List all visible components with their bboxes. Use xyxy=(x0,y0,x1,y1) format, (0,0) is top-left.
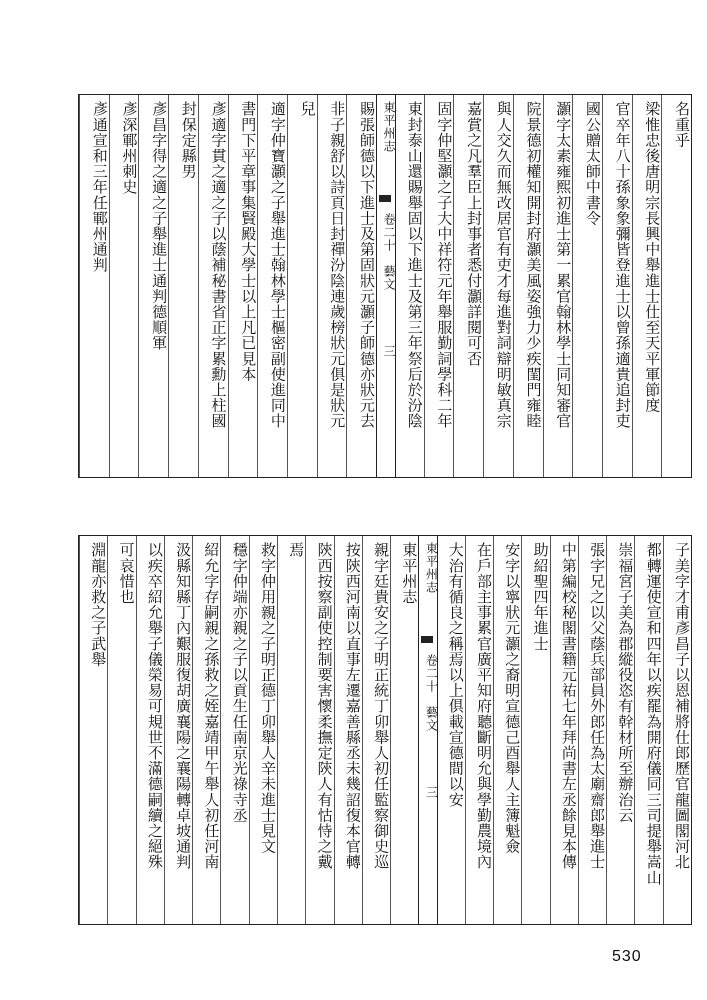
fishtail-mark xyxy=(421,636,433,646)
text-column: 救字仲用親之子明正德丁卯舉人辛未進士見文 xyxy=(258,542,277,854)
text-column: 名重乎 xyxy=(672,101,691,148)
text-column: 東封泰山還賜舉固以下進士及第三年祭后於汾陰 xyxy=(405,101,424,429)
column-rule xyxy=(79,536,80,924)
text-column: 以疾卒紹允舉子儀榮易可規世不滿德嗣續之絕殊 xyxy=(145,542,164,870)
text-column: 按陝西河南以直事左遷嘉善縣丞未幾詔復本官轉 xyxy=(343,542,362,870)
text-column: 親字廷貴安之子明正統丁卯舉人初任監察御史巡 xyxy=(372,542,391,870)
text-column: 汲縣知縣丁內艱服復胡廣襄陽之襄陽轉卓坡通判 xyxy=(174,542,193,870)
column-rule xyxy=(606,536,607,924)
text-column: 院景德初權知開封府灝美風姿強力少疾閨門雍睦 xyxy=(524,101,543,429)
text-column: 嘉賞之凡羣臣上封事者悉付灝詳閱可否 xyxy=(465,101,484,367)
column-rule xyxy=(334,536,335,924)
text-column: 官卒年八十孫象象彌皆登進士以曾孫適貴追封吏 xyxy=(613,101,632,429)
column-rule xyxy=(317,95,318,477)
column-rule xyxy=(136,536,137,924)
text-column: 張字兄之以父蔭兵部員外郎任為太廟齋郎舉進士 xyxy=(588,542,607,870)
text-column: 陝西按察副使控制要害懷柔撫定陝人有怙恃之戴 xyxy=(315,542,334,870)
text-column: 封保定縣男 xyxy=(179,101,198,179)
text-column: 梁惟忠後唐明宗長興中舉進士仕至天平軍節度 xyxy=(643,101,662,413)
column-rule xyxy=(249,536,250,924)
text-column: 彥通宣和三年任鄆州通判 xyxy=(90,101,109,273)
text-column: 紹允字存嗣親之孫救之姪嘉靖甲午舉人初任河南 xyxy=(202,542,221,870)
text-column: 適字仲寶灝之子舉進士翰林學士樞密副使進同中 xyxy=(268,101,287,429)
margin-leaf: 三 xyxy=(382,345,396,358)
text-column: 書門下平章事集賢殿大學士以上凡已見本 xyxy=(239,101,258,382)
text-column: 與人交久而無改居官有吏才每進對詞辯明敏真宗 xyxy=(494,101,513,429)
column-rule xyxy=(257,95,258,477)
text-column: 彥深鄆州刺史 xyxy=(120,101,139,195)
text-column: 東平州志 xyxy=(400,542,419,605)
column-rule xyxy=(168,95,169,477)
margin-title: 東平州志 xyxy=(382,101,396,153)
column-rule xyxy=(572,95,573,477)
text-column: 穩字仲端亦親之子以貢生任南京光祿寺丞 xyxy=(230,542,249,823)
column-rule xyxy=(493,536,494,924)
fold-margin xyxy=(418,536,438,924)
text-column: 助紹聖四年進士 xyxy=(531,542,550,652)
text-column: 崇福宮子美為郡縱役恣有幹材所至辦治云 xyxy=(616,542,635,823)
fishtail-mark xyxy=(379,195,391,205)
text-column: 彥適字貫之適之子以蔭補秘書省正字累勳上柱國 xyxy=(209,101,228,429)
lower-text-block xyxy=(78,535,692,925)
column-rule xyxy=(424,95,425,477)
column-rule xyxy=(550,536,551,924)
text-column: 彥昌字得之適之子舉進士通判德順軍 xyxy=(150,101,169,351)
margin-section: 藝文 xyxy=(382,265,396,291)
text-column: 兒 xyxy=(298,101,317,117)
column-rule xyxy=(483,95,484,477)
text-column: 大治有循良之稱焉以上俱載宣德間以安 xyxy=(446,542,465,808)
column-rule xyxy=(521,536,522,924)
column-rule xyxy=(663,536,664,924)
column-rule xyxy=(305,536,306,924)
column-rule xyxy=(109,95,110,477)
column-rule xyxy=(661,95,662,477)
text-column: 焉 xyxy=(287,542,306,558)
text-column: 灝字太素雍熙初進士第一累官翰林學士同知審官 xyxy=(554,101,573,429)
page-number: 530 xyxy=(612,948,642,965)
column-rule xyxy=(362,536,363,924)
text-column: 子美字才甫彥昌子以恩補將仕郎歷官龍圖閣河北 xyxy=(672,542,691,870)
margin-leaf: 三 xyxy=(424,786,439,799)
text-column: 賜張師德以下進士及第固狀元灝子師德亦狀元去 xyxy=(357,101,376,429)
text-column: 中第編校秘閣書籍元祐七年拜尚書左丞餘見本傳 xyxy=(559,542,578,870)
fold-margin xyxy=(376,95,396,477)
column-rule xyxy=(513,95,514,477)
margin-section: 藝文 xyxy=(424,706,439,732)
upper-text-block xyxy=(78,94,692,478)
margin-title: 東平州志 xyxy=(424,542,439,594)
column-rule xyxy=(287,95,288,477)
text-column: 都轉運使宣和四年以疾罷為開府儀同三司提舉嵩山 xyxy=(644,542,663,886)
column-rule xyxy=(164,536,165,924)
column-rule xyxy=(228,95,229,477)
column-rule xyxy=(543,95,544,477)
text-column: 國公贈太師中書令 xyxy=(583,101,602,226)
margin-volume: 卷二十 xyxy=(382,213,396,252)
column-rule xyxy=(346,95,347,477)
column-rule xyxy=(138,95,139,477)
column-rule xyxy=(277,536,278,924)
column-rule xyxy=(602,95,603,477)
text-column: 非子親舒以詩頁日封禪汾陰連歲榜狀元俱是狀元 xyxy=(328,101,347,429)
column-rule xyxy=(198,95,199,477)
column-rule xyxy=(107,536,108,924)
column-rule xyxy=(634,536,635,924)
text-column: 可哀惜也 xyxy=(117,542,136,605)
column-rule xyxy=(465,536,466,924)
text-column: 淵龍亦救之子武舉 xyxy=(89,542,108,667)
text-column: 在戶部主事累官廣平知府聽斷明允與學勤農境內 xyxy=(474,542,493,870)
text-column: 固字仲堅灝之子大中祥符元年舉服勤詞學科二年 xyxy=(435,101,454,429)
column-rule xyxy=(79,95,80,477)
text-column: 安字以寧狀元灝之裔明宣德己酉舉人主簿魁僉 xyxy=(503,542,522,854)
margin-volume: 卷二十 xyxy=(424,654,439,693)
column-rule xyxy=(453,95,454,477)
column-rule xyxy=(192,536,193,924)
column-rule xyxy=(390,536,391,924)
column-rule xyxy=(220,536,221,924)
column-rule xyxy=(578,536,579,924)
column-rule xyxy=(632,95,633,477)
